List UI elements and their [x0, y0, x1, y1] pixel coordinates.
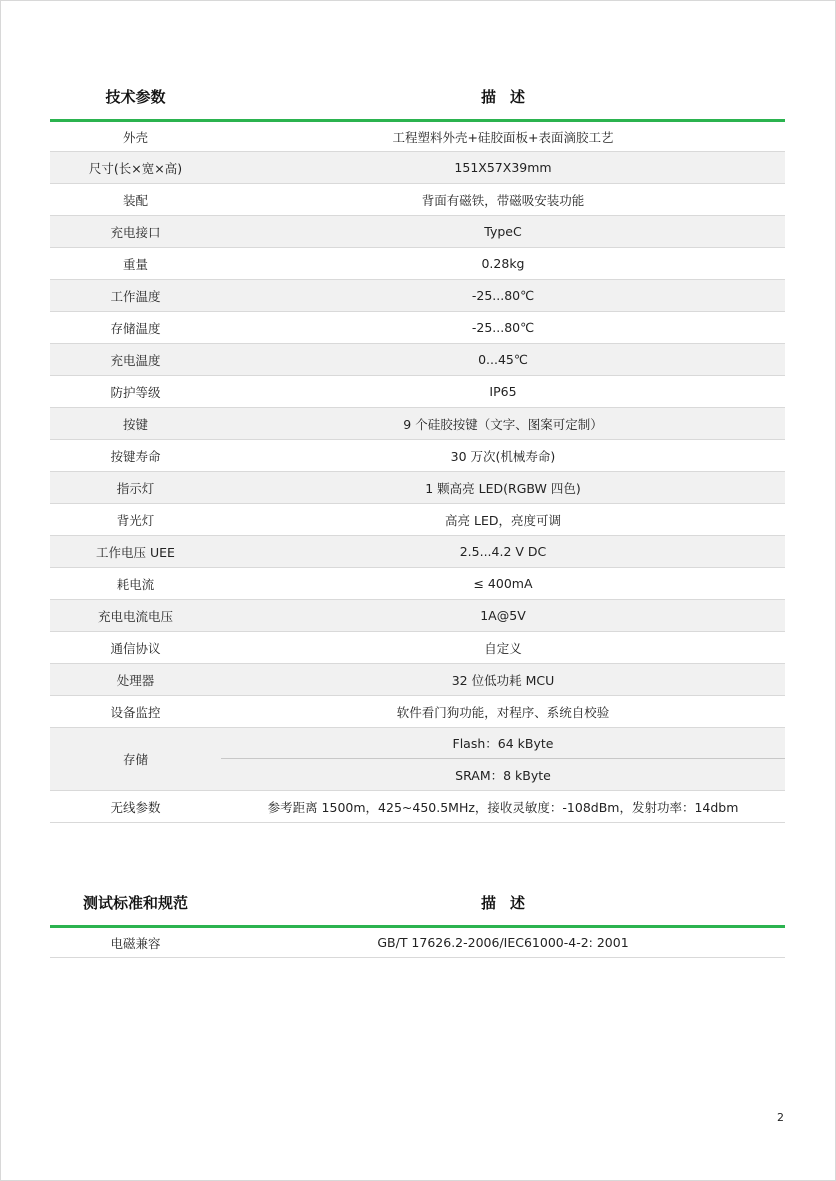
param-cell: 工作电压 UEE: [50, 536, 221, 568]
value-cell: 0.28kg: [221, 248, 785, 280]
test-standards-table: [50, 880, 785, 958]
header-technical-parameters: 技术参数: [50, 74, 221, 121]
param-cell: 防护等级: [50, 376, 221, 408]
header-description: 描述: [221, 74, 785, 121]
param-cell: 按键寿命: [50, 440, 221, 472]
table-row: [50, 408, 785, 440]
header-test-standards: 测试标准和规范: [50, 880, 221, 927]
table-header-row: [50, 74, 785, 121]
param-cell: 充电温度: [50, 344, 221, 376]
param-cell: 指示灯: [50, 472, 221, 504]
table-row: [50, 216, 785, 248]
storage-sram-cell: SRAM：8 kByte: [221, 759, 785, 791]
wireless-value-cell: 参考距离 1500m，425~450.5MHz，接收灵敏度：-108dBm，发射功率：14dbm: [221, 791, 785, 823]
table-header-row: [50, 880, 785, 927]
param-cell: 处理器: [50, 664, 221, 696]
technical-parameters-table: [50, 74, 785, 823]
value-cell: 高亮 LED，亮度可调: [221, 504, 785, 536]
value-cell: IP65: [221, 376, 785, 408]
table-row: [50, 600, 785, 632]
param-cell: 电磁兼容: [50, 927, 221, 958]
value-cell: 软件看门狗功能，对程序、系统自校验: [221, 696, 785, 728]
table-row: [50, 696, 785, 728]
value-cell: ≤ 400mA: [221, 568, 785, 600]
param-cell: 耗电流: [50, 568, 221, 600]
storage-param-cell: 存储: [50, 728, 221, 791]
param-cell: 充电电流电压: [50, 600, 221, 632]
value-cell: -25...80℃: [221, 312, 785, 344]
param-cell: 装配: [50, 184, 221, 216]
table-row: [50, 344, 785, 376]
param-cell: 尺寸(长×宽×高): [50, 152, 221, 184]
storage-flash-cell: Flash：64 kByte: [221, 728, 785, 759]
param-cell: 重量: [50, 248, 221, 280]
table-row: [50, 504, 785, 536]
table-row: [50, 568, 785, 600]
param-cell: 背光灯: [50, 504, 221, 536]
value-cell: -25...80℃: [221, 280, 785, 312]
value-cell: 背面有磁铁，带磁吸安装功能: [221, 184, 785, 216]
param-cell: 按键: [50, 408, 221, 440]
param-cell: 外壳: [50, 121, 221, 152]
param-cell: 设备监控: [50, 696, 221, 728]
table-row: [50, 248, 785, 280]
value-cell: 1 颗高亮 LED(RGBW 四色): [221, 472, 785, 504]
table-row: [50, 664, 785, 696]
table-row: [50, 791, 785, 823]
param-cell: 工作温度: [50, 280, 221, 312]
value-cell: 151X57X39mm: [221, 152, 785, 184]
table-row: [50, 440, 785, 472]
value-cell: 工程塑料外壳+硅胶面板+表面滴胶工艺: [221, 121, 785, 152]
value-cell: 2.5...4.2 V DC: [221, 536, 785, 568]
table-row: [50, 121, 785, 152]
table-row: [50, 184, 785, 216]
table-row: [50, 152, 785, 184]
table-row: [50, 376, 785, 408]
value-cell: 0...45℃: [221, 344, 785, 376]
value-cell: 9 个硅胶按键（文字、图案可定制）: [221, 408, 785, 440]
value-cell: GB/T 17626.2-2006/IEC61000-4-2: 2001: [221, 927, 785, 958]
header-description: 描述: [221, 880, 785, 927]
value-cell: 自定义: [221, 632, 785, 664]
table-row: [50, 472, 785, 504]
value-cell: 30 万次(机械寿命): [221, 440, 785, 472]
value-cell: 32 位低功耗 MCU: [221, 664, 785, 696]
table-row: [50, 927, 785, 958]
param-cell: 充电接口: [50, 216, 221, 248]
value-cell: TypeC: [221, 216, 785, 248]
table-row: [50, 312, 785, 344]
table-row: [50, 536, 785, 568]
wireless-param-cell: 无线参数: [50, 791, 221, 823]
table-row: [50, 280, 785, 312]
value-cell: 1A@5V: [221, 600, 785, 632]
page-number: 2: [777, 1111, 784, 1124]
table-row: [50, 632, 785, 664]
param-cell: 通信协议: [50, 632, 221, 664]
param-cell: 存储温度: [50, 312, 221, 344]
storage-row-flash: [50, 728, 785, 759]
